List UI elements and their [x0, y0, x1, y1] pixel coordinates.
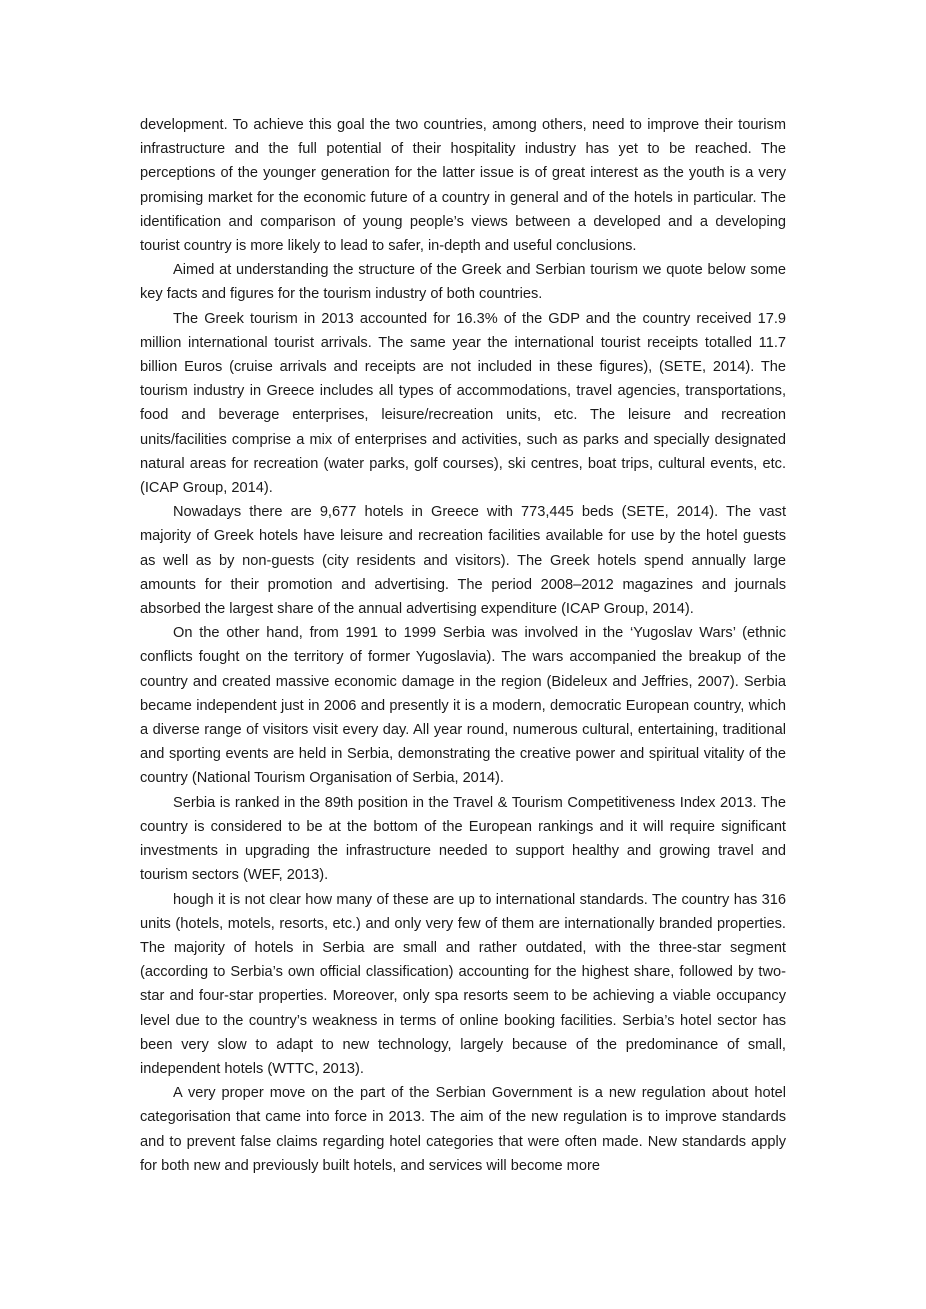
document-page: [140, 113, 786, 1178]
paragraph-serbia-hotels: hough it is not clear how many of these are up to international standards. The country has 316 units (hotels, motels, resorts, etc.) and only very few of them are internationally branded properties. The majority of hotels in Serbia are small and rather outdated, with the three-star segment (according to Serbia’s own official classification) accounting for the highest share, followed by two-star and four-star properties. Moreover, only spa resorts seem to be achieving a viable occupancy level due to the country’s weakness in terms of online booking facilities. Serbia’s hotel sector has been very slow to adapt to new technology, largely because of the predominance of small, independent hotels (WTTC, 2013).: [140, 891, 786, 1077]
paragraph-serbia-history: On the other hand, from 1991 to 1999 Serbia was involved in the ‘Yugoslav Wars’ (ethnic conflicts fought on the territory of former Yugoslavia). The wars accompanied the breakup of the country and created massive economic damage in the region (Bideleux and Jeffries, 2007). Serbia became independent just in 2006 and presently it is a modern, democratic European country, which a diverse range of visitors visit every day. All year round, numerous cultural, entertaining, traditional and sporting events are held in Serbia, demonstrating the creative power and spiritual vitality of the country (National Tourism Organisation of Serbia, 2014).: [140, 625, 786, 787]
paragraph-aim: Aimed at understanding the structure of the Greek and Serbian tourism we quote below some key facts and figures for the tourism industry of both countries.: [140, 262, 786, 303]
paragraph-greek-hotels: Nowadays there are 9,677 hotels in Greece with 773,445 beds (SETE, 2014). The vast majority of Greek hotels have leisure and recreation facilities available for use by the hotel guests as well as by non-guests (city residents and visitors). The Greek hotels spend annually large amounts for their promotion and advertising. The period 2008–2012 magazines and journals absorbed the largest share of the annual advertising expenditure (ICAP Group, 2014).: [140, 504, 786, 618]
paragraph-serbia-ranking: Serbia is ranked in the 89th position in the Travel & Tourism Competitiveness Index 2013. The country is considered to be at the bottom of the European rankings and it will require significant investments in upgrading the infrastructure needed to support healthy and growing travel and tourism sectors (WEF, 2013).: [140, 794, 786, 884]
paragraph-serbia-regulation: A very proper move on the part of the Serbian Government is a new regulation about hotel categorisation that came into force in 2013. The aim of the new regulation is to improve standards and to prevent false claims regarding hotel categories that were often made. New standards apply for both new and previously built hotels, and services will become more: [140, 1085, 786, 1174]
paragraph-greek-tourism: The Greek tourism in 2013 accounted for 16.3% of the GDP and the country received 17.9 million international tourist arrivals. The same year the international tourist receipts totalled 11.7 billion Euros (cruise arrivals and receipts are not included in these figures), (SETE, 2014). The tourism industry in Greece includes all types of accommodations, travel agencies, transportations, food and beverage enterprises, leisure/recreation units, etc. The leisure and recreation units/facilities comprise a mix of enterprises and activities, such as parks and specially designated natural areas for recreation (water parks, golf courses), ski centres, boat trips, cultural events, etc. (ICAP Group, 2014).: [140, 310, 786, 497]
paragraph-development: development. To achieve this goal the two countries, among others, need to improve their tourism infrastructure and the full potential of their hospitality industry has yet to be reached. The perceptions of the younger generation for the latter issue is of great interest as the youth is a very promising market for the economic future of a country in general and of the hotels in particular. The identification and comparison of young people’s views between a developed and a developing tourist country is more likely to lead to safer, in-depth and useful conclusions.: [140, 117, 786, 255]
